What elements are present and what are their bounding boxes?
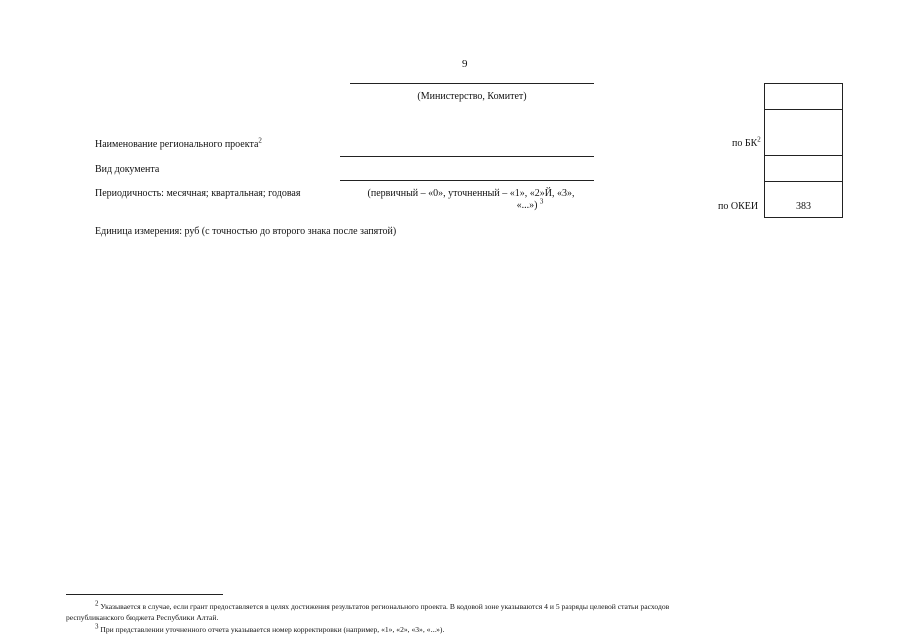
project-name-label-text: Наименование регионального проекта [95, 139, 259, 150]
footnote-2-line1 [95, 599, 670, 611]
doc-type-label: Вид документа [95, 164, 160, 175]
code-cell-bk [765, 110, 842, 156]
project-name-footnote-ref: 2 [258, 136, 262, 145]
code-box-column [764, 83, 843, 218]
footnote-2-line2: республиканского бюджета Республики Алтай. [66, 613, 219, 622]
project-name-underline [340, 156, 594, 157]
page-number: 9 [462, 58, 468, 70]
project-name-label [95, 136, 262, 151]
periodicity-label: Периодичность: месячная; квартальная; годовая [95, 188, 301, 199]
okei-value: 383 [796, 201, 811, 212]
bk-footnote-ref: 2 [757, 135, 761, 144]
doc-type-underline [340, 180, 594, 181]
doc-type-hint-line2-text: «...») [516, 200, 538, 211]
doc-type-hint [340, 188, 602, 212]
footnote-2-text: Указывается в случае, если грант предоставляется в целях достижения результатов регионального проекта. В кодовой зоне указываются 4 и 5 разряды целевой статьи расходов [100, 602, 670, 611]
doc-type-hint-footnote-ref: 3 [539, 197, 544, 206]
code-cell-ministry [765, 84, 842, 110]
footnote-3-text: При представлении уточненного отчета указывается номер корректировки (например, «1», «2», «3», «...»). [100, 625, 445, 634]
unit-label: Единица измерения: руб (с точностью до второго знака после запятой) [95, 226, 397, 237]
bk-code-label-text: по БК [732, 138, 758, 149]
footnote-3 [95, 622, 445, 634]
doc-type-hint-line2 [340, 197, 602, 212]
okei-code-label: по ОКЕИ [718, 201, 759, 212]
footnote-3-mark: 3 [95, 622, 99, 631]
bk-code-label [732, 135, 761, 150]
ministry-caption: (Министерство, Комитет) [417, 91, 527, 102]
footnote-separator [66, 594, 223, 595]
doc-type-hint-line1: (первичный – «0», уточненный – «1», «2»Й, «3», [367, 188, 575, 199]
code-cell-doc-type [765, 156, 842, 182]
footnote-2-mark: 2 [95, 599, 99, 608]
code-cell-okei [765, 182, 842, 219]
ministry-underline [350, 83, 594, 84]
